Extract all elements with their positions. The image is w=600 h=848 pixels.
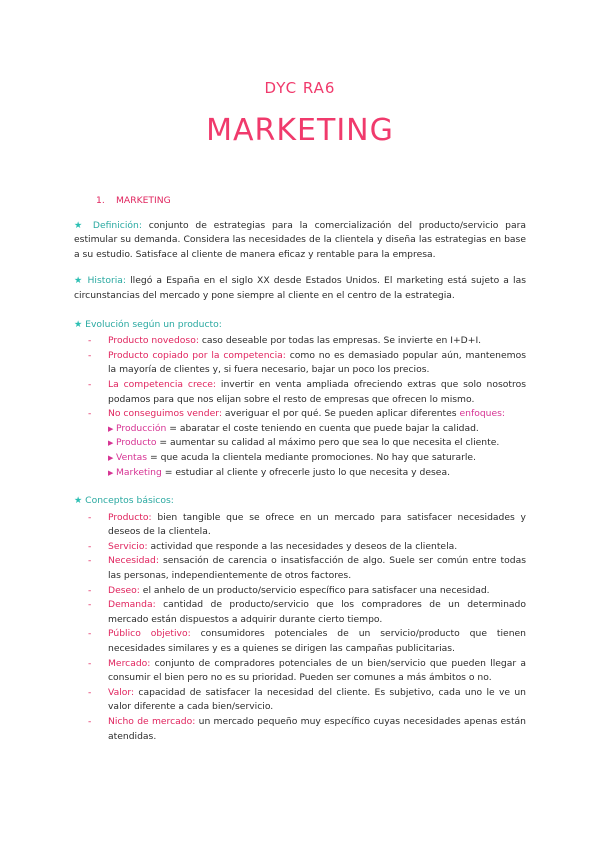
sub-list-item [108,466,526,481]
list-item [74,598,526,627]
item-text: un mercado pequeño muy específico cuyas necesidades apenas están atendidas. [108,716,526,742]
item-label: Público objetivo: [108,628,191,640]
list-item [74,657,526,686]
item-text: cantidad de producto/servicio que los compradores de un determinado mercado están dispuestos a adquirir durante cierto tiempo. [108,599,526,625]
dash-bullet: - [88,628,92,640]
history-paragraph [74,274,526,303]
dash-bullet: - [88,408,92,420]
concepts-heading-label: Conceptos básicos: [85,495,174,507]
concepts-list [74,511,526,745]
list-item [74,715,526,744]
list-item [74,511,526,540]
item-label: Necesidad: [108,555,159,567]
triangle-right-icon: ▶ [108,453,114,462]
item-label: Valor: [108,686,135,698]
sub-item-text: = estudiar al cliente y ofrecerle justo lo que necesita y desea. [161,466,451,478]
item-text: actividad que responde a las necesidades y deseos de la clientela. [147,540,458,552]
item-text: el anhelo de un producto/servicio específico para satisfacer una necesidad. [139,584,490,596]
item-text: consumidores potenciales de un servicio/producto que tienen necesidades similares y es a quienes se dirigen las campañas publicitarias. [108,628,526,655]
item-text: como no es demasiado popular aún, mantenemos la mayoría de clientes y, si fuera necesario, bajar un poco los precios. [108,349,526,376]
triangle-right-icon: ▶ [108,468,114,477]
triangle-right-icon: ▶ [108,424,114,433]
sub-list-item [108,451,526,466]
dash-bullet: - [88,599,92,611]
definition-text: conjunto de estrategias para la comercialización del producto/servicio para estimular su demanda. Considera las necesidades de la clientela y diseña las estrategias en base a su estudio. Satisface al cliente de manera eficaz y rentable para la empresa. [74,219,526,260]
item-label: Nicho de mercado: [108,716,196,727]
star-icon: ★ [74,495,83,507]
triangle-right-icon: ▶ [108,439,114,448]
item-text: invertir en venta ampliada ofreciendo extras que solo nosotros podamos para que nos elijan sobre el resto de empresas que ofrecen lo mismo. [108,378,526,405]
item-label: Deseo: [108,584,140,596]
item-text: averiguar el por qué. Se pueden aplicar diferentes [221,408,460,420]
item-label: Servicio: [108,540,148,552]
sub-item-label: Ventas [116,451,148,463]
dash-bullet: - [88,349,92,361]
item-text: capacidad de satisfacer la necesidad del cliente. Es subjetivo, cada uno le ve un valor diferente a cada bien/servicio. [108,686,526,713]
section-number: 1. [96,195,105,206]
dash-bullet: - [88,584,92,596]
item-label: Producto: [108,511,152,523]
definition-paragraph [74,219,526,263]
item-label: Demanda: [108,599,156,611]
dash-bullet: - [88,657,92,669]
star-icon: ★ [74,318,83,330]
star-icon: ★ [74,275,84,287]
item-text: caso deseable por todas las empresas. Se invierte en I+D+I. [198,335,482,347]
enfoques-list [108,422,526,480]
sub-item-label: Marketing [116,466,162,478]
history-label: Historia: [87,275,127,287]
item-label: Mercado: [108,657,151,669]
sub-list-item [108,422,526,437]
sub-item-label: Producto [116,437,157,449]
concepts-heading [74,494,526,509]
dash-bullet: - [88,378,92,390]
dash-bullet: - [88,335,92,347]
dash-bullet: - [88,511,92,523]
list-item [74,349,526,378]
list-item [74,378,526,407]
item-label: La competencia crece: [108,378,217,390]
evolution-list [74,334,526,480]
list-item [74,407,526,480]
item-text: sensación de carencia o insatisfacción de algo. Suele ser común entre todas las personas, independientemente de otros factores. [108,555,526,582]
evolution-heading-label: Evolución según un producto: [85,318,222,330]
sub-item-label: Producción [116,422,167,434]
sub-item-text: = abaratar el coste teniendo en cuenta que puede bajar la calidad. [166,422,479,434]
item-label: Producto novedoso: [108,335,199,347]
dash-bullet: - [88,555,92,567]
list-item [74,554,526,583]
dash-bullet: - [88,686,92,698]
item-text: bien tangible que se ofrece en un mercado para satisfacer necesidades y deseos de la clientela. [108,511,526,538]
dash-bullet: - [88,540,92,552]
star-icon: ★ [74,219,87,231]
item-label: No conseguimos vender: [108,408,222,420]
sub-item-text: = aumentar su calidad al máximo pero que sea lo que necesita el cliente. [156,437,500,449]
document-title: MARKETING [206,113,394,148]
item-extra: enfoques: [459,408,506,420]
definition-label: Definición: [92,219,142,231]
item-label: Producto copiado por la competencia: [108,349,286,361]
list-item [74,334,526,349]
list-item [74,627,526,656]
evolution-heading [74,318,526,333]
sub-list-item [108,436,526,451]
item-text: conjunto de compradores potenciales de un bien/servicio que pueden llegar a consumir el bien pero no es su prioridad. Pueden ser comunes a más ámbitos o no. [108,657,526,684]
section-title: MARKETING [116,195,171,206]
section-heading [96,194,526,209]
document-subtitle: DYC RA6 [264,79,336,97]
history-text: llegó a España en el siglo XX desde Estados Unidos. El marketing está sujeto a las circunstancias del mercado y pone siempre al cliente en el centro de la estrategia. [74,275,526,301]
list-item [74,584,526,599]
dash-bullet: - [88,716,92,727]
sub-item-text: = que acuda la clientela mediante promociones. No hay que saturarle. [147,451,476,463]
list-item [74,540,526,555]
document-body [74,194,526,744]
list-item [74,686,526,715]
